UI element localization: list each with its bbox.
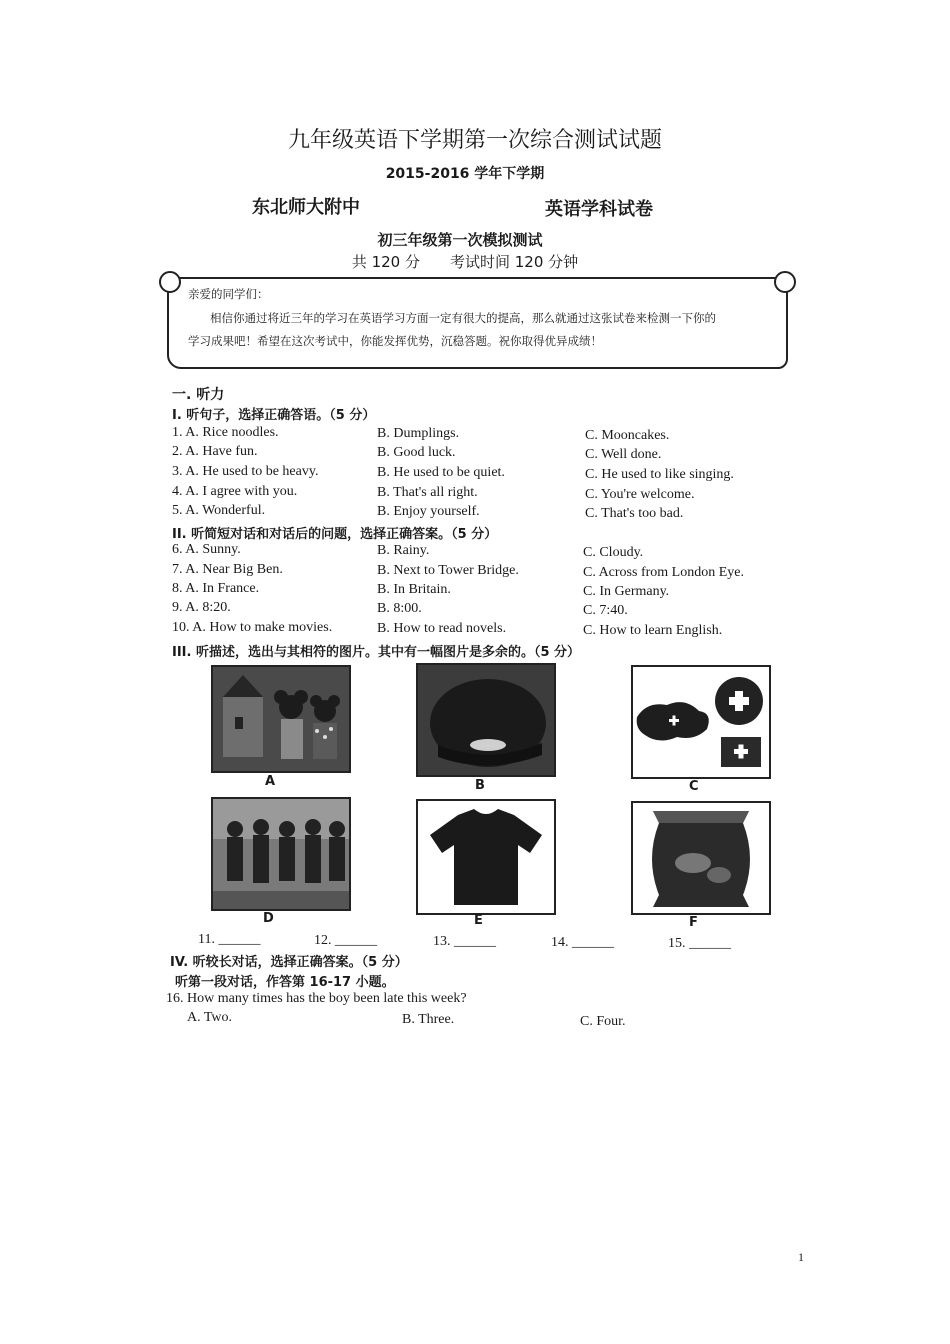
q1-option-b: B. Dumplings. (377, 426, 460, 441)
answer-blank-14[interactable]: 14. ______ (551, 935, 614, 950)
q4-option-c: C. You're welcome. (585, 487, 695, 502)
q1-option-c: C. Mooncakes. (585, 428, 670, 443)
q4-option-a: 4. A. I agree with you. (172, 484, 298, 499)
q2-option-b: B. Good luck. (377, 445, 456, 460)
part-heading: 一. 听力 (172, 387, 225, 403)
q6-option-b: B. Rainy. (377, 543, 430, 558)
picture-label-e: E (474, 913, 483, 928)
q2-option-a: 2. A. Have fun. (172, 444, 258, 459)
q16-option-c: C. Four. (580, 1014, 626, 1029)
snack-bag-image (631, 801, 771, 915)
q16-option-b: B. Three. (402, 1012, 455, 1027)
q5-option-b: B. Enjoy yourself. (377, 504, 480, 519)
cartoon-castle-image (211, 665, 351, 773)
subject-name: 英语学科试卷 (545, 199, 653, 220)
section-1-heading: I. 听句子，选择正确答语。（5 分） (172, 408, 376, 423)
document-title: 九年级英语下学期第一次综合测试试题 (287, 127, 662, 152)
q16-option-a: A. Two. (187, 1010, 233, 1025)
picture-label-b: B (475, 778, 485, 793)
q10-option-c: C. How to learn English. (583, 623, 723, 638)
swiss-flag-map-image (631, 665, 771, 779)
picture-label-c: C (689, 779, 699, 794)
q3-option-c: C. He used to like singing. (585, 467, 734, 482)
page-number: 1 (798, 1250, 804, 1264)
picture-label-f: F (689, 915, 698, 930)
exam-name: 初三年级第一次模拟测试 (377, 231, 543, 249)
picture-label-d: D (263, 911, 274, 926)
q8-option-b: B. In Britain. (377, 582, 451, 597)
q2-option-c: C. Well done. (585, 447, 662, 462)
section-3-heading: III. 听描述，选出与其相符的图片。其中有一幅图片是多余的。（5 分） (172, 645, 581, 660)
q8-option-c: C. In Germany. (583, 584, 670, 599)
score-time: 共 120 分 考试时间 120 分钟 (351, 253, 579, 271)
q16-question: 16. How many times has the boy been late this week? (166, 991, 467, 1006)
q5-option-a: 5. A. Wonderful. (172, 503, 266, 518)
greeting-line-1: 相信你通过将近三年的学习在英语学习方面一定有很大的提高，那么就通过这张试卷来检测一下你的 (210, 311, 716, 325)
q4-option-b: B. That's all right. (377, 485, 478, 500)
dancers-image (211, 797, 351, 911)
school-name: 东北师大附中 (252, 197, 360, 218)
q1-option-a: 1. A. Rice noodles. (172, 425, 279, 440)
greeting-salutation: 亲爱的同学们： (188, 287, 269, 301)
q10-option-b: B. How to read novels. (377, 621, 507, 636)
q6-option-a: 6. A. Sunny. (172, 542, 241, 557)
q9-option-b: B. 8:00. (377, 601, 422, 616)
q9-option-c: C. 7:40. (583, 603, 628, 618)
answer-blank-13[interactable]: 13. ______ (433, 934, 496, 949)
t-shirt-image (416, 799, 556, 915)
section-4-heading: IV. 听较长对话，选择正确答案。（5 分） (170, 955, 408, 970)
answer-blank-11[interactable]: 11. ______ (198, 932, 261, 947)
q3-option-b: B. He used to be quiet. (377, 465, 505, 480)
picture-label-a: A (265, 774, 276, 789)
term-line: 2015-2016 学年下学期 (385, 166, 545, 182)
q7-option-a: 7. A. Near Big Ben. (172, 562, 283, 577)
q7-option-b: B. Next to Tower Bridge. (377, 563, 519, 578)
section-2-heading: II. 听简短对话和对话后的问题，选择正确答案。（5 分） (172, 527, 498, 542)
answer-blank-12[interactable]: 12. ______ (314, 933, 377, 948)
q6-option-c: C. Cloudy. (583, 545, 644, 560)
q5-option-c: C. That's too bad. (585, 506, 684, 521)
answer-blank-15[interactable]: 15. ______ (668, 936, 731, 951)
q10-option-a: 10. A. How to make movies. (172, 620, 333, 635)
cap-image (416, 663, 556, 777)
q3-option-a: 3. A. He used to be heavy. (172, 464, 319, 479)
q9-option-a: 9. A. 8:20. (172, 600, 231, 615)
q7-option-c: C. Across from London Eye. (583, 565, 744, 580)
q8-option-a: 8. A. In France. (172, 581, 260, 596)
section-4-subheading: 听第一段对话，作答第 16-17 小题。 (175, 975, 395, 990)
greeting-line-2: 学习成果吧！希望在这次考试中，你能发挥优势，沉稳答题。祝你取得优异成绩！ (188, 334, 602, 348)
